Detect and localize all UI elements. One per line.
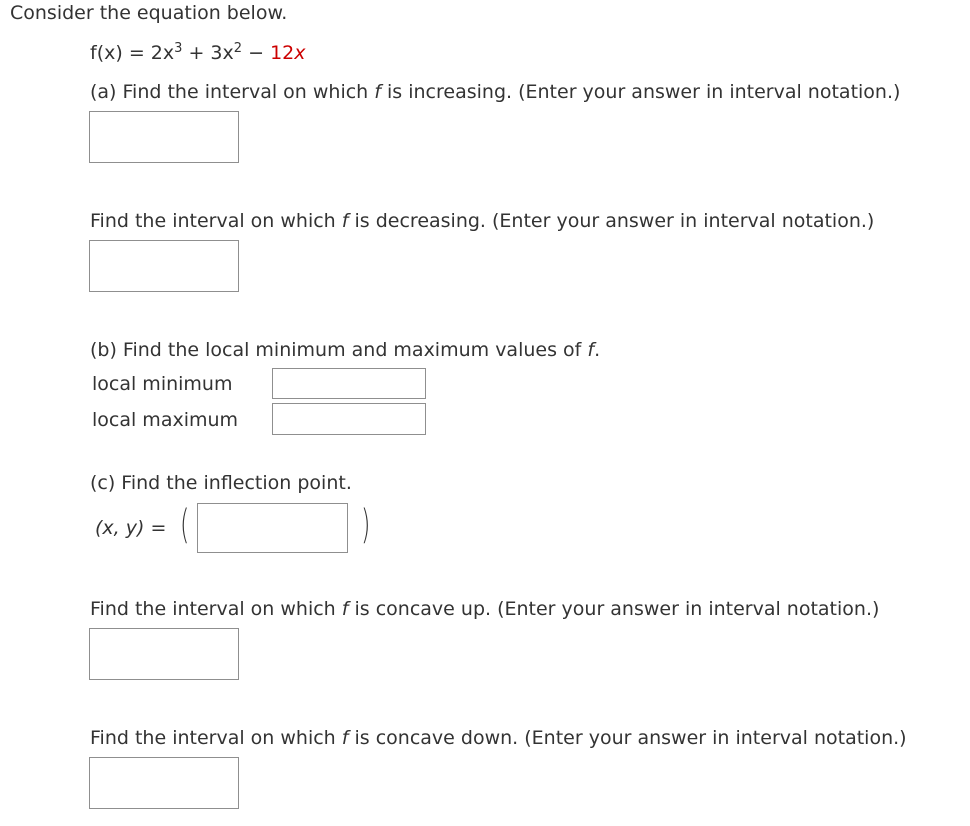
open-paren: ( bbox=[180, 502, 190, 548]
concave-down-prompt-pre: Find the interval on which bbox=[90, 727, 342, 749]
increasing-prompt-pre: (a) Find the interval on which bbox=[90, 81, 375, 103]
function-name: f bbox=[341, 727, 349, 749]
increasing-prompt bbox=[90, 81, 900, 103]
local-maximum-input[interactable] bbox=[272, 403, 426, 435]
local-minimum-label: local minimum bbox=[92, 373, 233, 395]
equation-term2: 3x bbox=[210, 42, 234, 64]
concave-down-prompt-post: is concave down. (Enter your answer in interval notation.) bbox=[348, 727, 907, 749]
equation-term1: 2x bbox=[150, 42, 175, 64]
concave-up-prompt bbox=[90, 598, 879, 620]
increasing-prompt-post: is increasing. (Enter your answer in interval notation.) bbox=[380, 81, 901, 103]
inflection-prompt: (c) Find the inflection point. bbox=[90, 472, 352, 494]
decreasing-interval-input[interactable] bbox=[89, 240, 239, 292]
local-extrema-prompt-post: . bbox=[594, 339, 601, 361]
increasing-interval-input[interactable] bbox=[89, 111, 239, 163]
local-extrema-prompt-pre: (b) Find the local minimum and maximum values of bbox=[90, 339, 588, 361]
inflection-point-input[interactable] bbox=[197, 503, 348, 553]
intro-text: Consider the equation below. bbox=[10, 2, 288, 24]
xy-equals: = bbox=[150, 517, 167, 539]
function-name: f bbox=[587, 339, 595, 361]
equation bbox=[90, 42, 306, 64]
function-name: f bbox=[374, 81, 381, 103]
equation-term3-coefficient: 12 bbox=[270, 42, 295, 64]
equation-equals: = bbox=[128, 42, 145, 64]
concave-up-prompt-post: is concave up. (Enter your answer in interval notation.) bbox=[348, 598, 880, 620]
function-name: f bbox=[341, 210, 349, 232]
equation-term2-exponent: 2 bbox=[233, 41, 243, 56]
equation-lhs: f(x) bbox=[90, 42, 123, 64]
decreasing-prompt-post: is decreasing. (Enter your answer in interval notation.) bbox=[348, 210, 875, 232]
concave-up-prompt-pre: Find the interval on which bbox=[90, 598, 342, 620]
xy-label-text: (x, y) bbox=[95, 517, 145, 539]
xy-label bbox=[95, 517, 166, 539]
equation-minus: − bbox=[248, 42, 265, 64]
local-maximum-label: local maximum bbox=[92, 409, 239, 431]
decreasing-prompt-pre: Find the interval on which bbox=[90, 210, 342, 232]
function-name: f bbox=[341, 598, 349, 620]
concave-up-interval-input[interactable] bbox=[89, 628, 239, 680]
equation-term1-exponent: 3 bbox=[174, 41, 183, 56]
concave-down-interval-input[interactable] bbox=[89, 757, 239, 809]
close-paren: ) bbox=[361, 502, 371, 548]
local-minimum-input[interactable] bbox=[272, 368, 426, 399]
concave-down-prompt bbox=[90, 727, 907, 749]
local-extrema-prompt bbox=[90, 339, 600, 361]
decreasing-prompt bbox=[90, 210, 874, 232]
equation-plus: + bbox=[188, 42, 205, 64]
equation-term3-variable: x bbox=[294, 42, 306, 64]
